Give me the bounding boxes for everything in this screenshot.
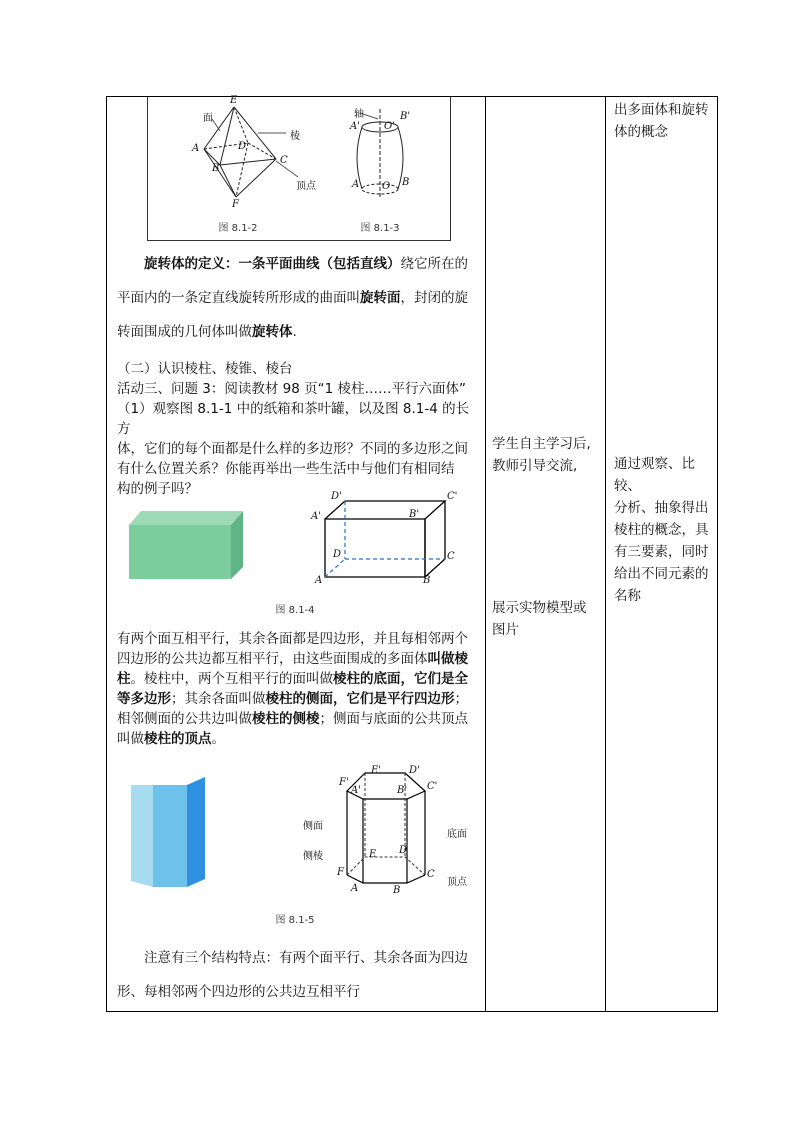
label-f: F [232,199,239,210]
definition-line3a: 转面围成的几何体叫做 [117,324,252,340]
intent-line: 体的概念 [614,124,668,140]
label-d: D [399,845,408,856]
label-b-prime: B' [409,509,420,520]
label-side-edge: 侧棱 [303,851,323,862]
label-e: E [369,849,377,860]
student-note-2 [492,597,587,641]
note-line: 形、每相邻两个四边形的公共边互相平行 [117,984,360,1000]
label-a: A [315,575,323,586]
note-line: 注意有三个结构特点：有两个面平行、其余各面为四边 [144,950,468,966]
label-b: B [212,163,220,174]
label-a-prime: A' [351,785,361,796]
intent-middle [614,453,719,607]
question-line: 有什么位置关系？你能再举出一些生活中与他们有相同结 [117,461,455,477]
label-b-prime: B' [397,785,408,796]
label-c: C [280,155,288,166]
label-o-prime: O' [384,121,395,132]
prism-bold: 棱柱的侧面，它们是平行四边形 [265,691,455,707]
caption-fig-8-1-2: 图 8.1-2 [218,223,258,234]
intent-line: 给出不同元素的 [614,566,709,582]
prism-bold: 叫做棱 [427,651,468,667]
question-line: 构的例子吗？ [117,481,198,497]
label-a: A [351,883,359,894]
label-d: D [333,549,342,560]
student-activity-column [486,97,605,1011]
design-intent-column [606,97,719,1011]
student-line: 图片 [492,622,519,638]
term-rotation-surface: 旋转面 [360,290,401,306]
student-line: 展示实物模型或 [492,600,587,616]
intent-line: 棱柱的概念，具 [614,522,709,538]
prism-line: ； [454,691,468,707]
label-d-prime: D' [409,765,420,776]
activity-line: 活动三、问题 3：阅读教材 98 页“1 棱柱……平行六面体” [117,381,467,397]
definition-period: . [292,324,297,340]
label-vertex: 顶点 [296,181,316,192]
label-e-prime: E' [371,765,382,776]
definition-line2a: 平面内的一条定直线旋转所形成的曲面叫 [117,290,360,306]
structure-note [117,941,479,1009]
intent-line: 有三要素，同时 [614,544,709,560]
prism-line: 有两个面互相平行，其余各面都是四边形，并且每相邻两个 [117,631,468,647]
intent-line: 出多面体和旋转 [614,102,709,118]
definition-line2c: ，封闭的旋 [400,290,468,306]
prism-definition [117,629,479,749]
prism-line: 叫做 [117,731,144,747]
label-a-prime: A' [311,511,321,522]
prism-line: 。 [211,731,225,747]
question-line: 体，它们的每个面都是什么样的多边形？不同的多边形之间 [117,441,468,457]
label-c-prime: C' [447,491,458,502]
prism-line: 四边形的公共边都互相平行，由这些面围成的多面体 [117,651,428,667]
prism-bold: 等多边形 [117,691,171,707]
intent-top [614,99,709,143]
label-a-prime: A' [350,121,360,132]
term-rotation-body: 旋转体 [252,324,293,340]
caption-fig-8-1-4: 图 8.1-4 [275,605,315,616]
label-d-prime: D' [331,491,342,502]
label-o: O [382,181,391,192]
label-b-prime: B' [400,111,411,122]
section-heading: （二）认识棱柱、棱锥、棱台 [117,361,293,377]
label-edge: 棱 [290,131,300,142]
label-b: B [423,575,431,586]
label-face: 面 [203,113,213,124]
label-vertex: 顶点 [447,877,467,888]
label-a: A [192,143,200,154]
figure-hexagonal-prism [107,765,485,929]
student-note-1 [492,433,591,477]
rotation-definition [117,247,479,349]
section-2 [117,359,479,499]
prism-bold: 棱柱的侧棱 [252,711,320,727]
prism-bold: 棱柱的底面，它们是全 [333,671,468,687]
caption-fig-8-1-5: 图 8.1-5 [275,915,315,926]
prism-bold: 柱 [117,671,131,687]
figure-polyhedron-rotation [147,97,451,241]
label-f-prime: F' [339,777,349,788]
label-b: B [393,885,401,896]
label-c: C [447,551,455,562]
prism-line: 。棱柱中，两个互相平行的面叫做 [130,671,333,687]
definition-lead: 旋转体的定义：一条平面曲线（包括直线） [144,256,401,272]
content-column [107,97,485,1011]
label-base: 底面 [447,829,467,840]
prism-line: ；侧面与底面的公共顶点 [319,711,468,727]
prism-line: ；其余各面叫做 [171,691,266,707]
intent-line: 通过观察、比较、 [614,456,695,494]
label-b2: B [402,177,410,188]
label-c-prime: C' [427,781,438,792]
question-line: （1）观察图 8.1-1 中的纸箱和茶叶罐，以及图 8.1-4 的长方 [117,401,470,437]
label-d: D [238,141,247,152]
intent-line: 名称 [614,588,641,604]
intent-line: 分析、抽象得出 [614,500,709,516]
label-axis: 轴 [354,109,364,120]
caption-fig-8-1-3: 图 8.1-3 [360,223,400,234]
prism-line: 相邻侧面的公共边叫做 [117,711,252,727]
label-e: E [230,95,238,106]
lesson-table [106,96,718,1012]
label-f: F [337,867,344,878]
definition-line1: 绕它所在的 [400,256,468,272]
prism-bold: 棱柱的顶点 [144,731,212,747]
label-c: C [427,869,435,880]
figure-cuboid [107,491,485,621]
student-line: 学生自主学习后, [492,436,591,452]
label-side-face: 侧面 [303,821,323,832]
student-line: 教师引导交流, [492,458,578,474]
label-a2: A [352,179,360,190]
